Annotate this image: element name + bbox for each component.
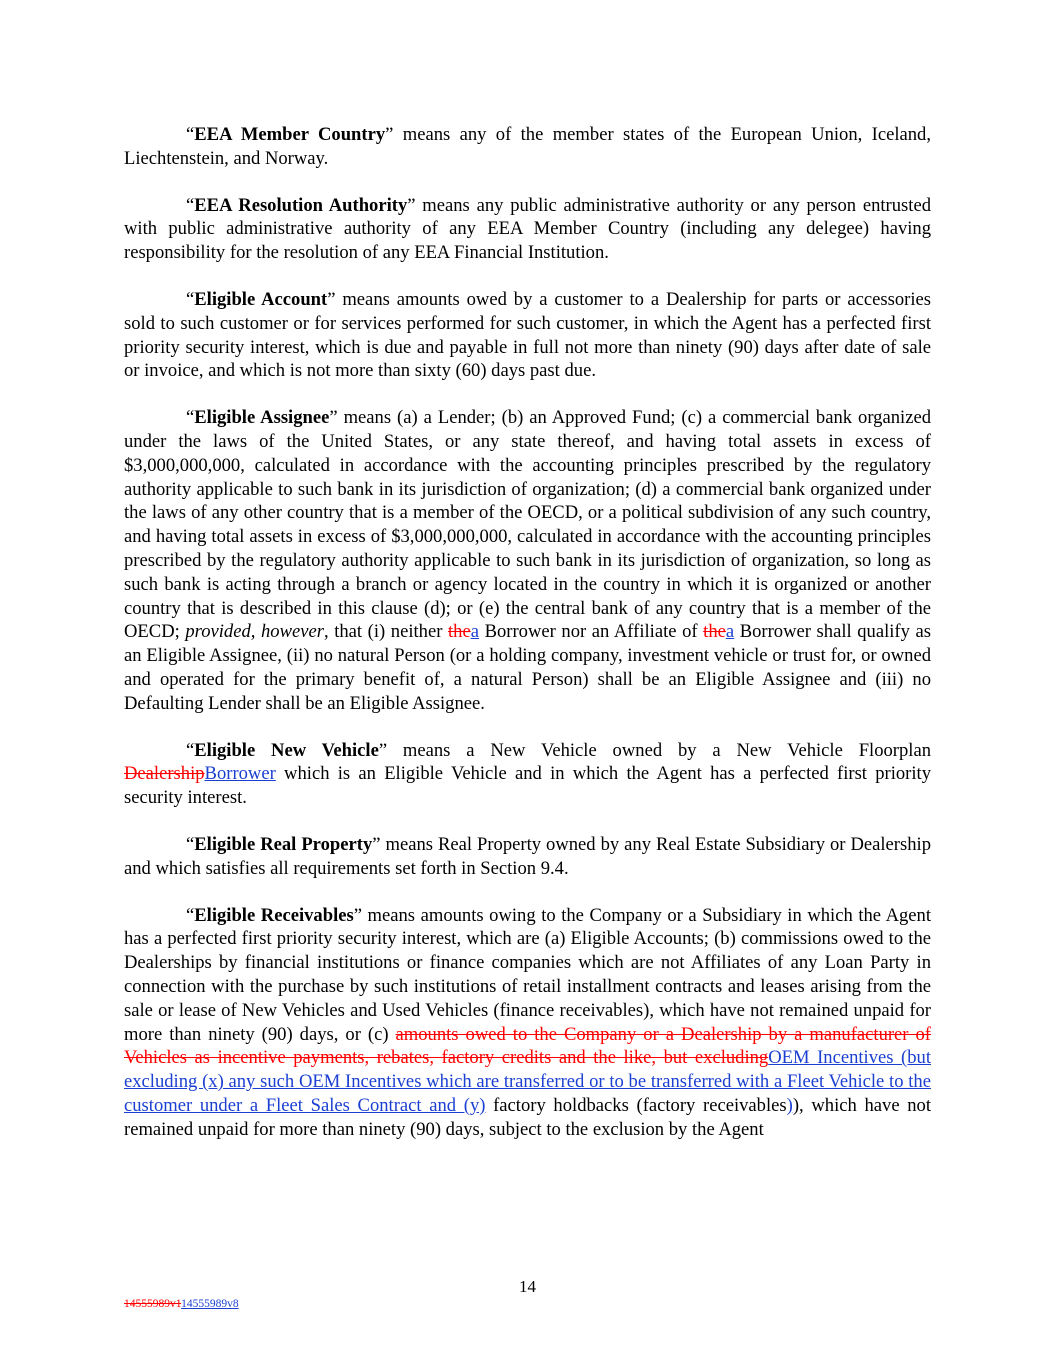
defined-term: Eligible Assignee xyxy=(194,407,330,429)
definition-eligible-receivables xyxy=(124,904,931,1142)
defined-term: Eligible Real Property xyxy=(194,833,373,855)
defined-term: Eligible Receivables xyxy=(194,904,354,926)
body-text: “ xyxy=(186,904,195,926)
body-text: Borrower shall qualify as an Eligible Assignee, (ii) no natural Person (or a holding company, investment vehicle or trust for, or owned and operated for the primary benefit of, a natural Person) shall be an Eligible Assignee and (iii) no Defaulting Lender shall be an Eligible Assignee. xyxy=(124,621,931,714)
body-text: “ xyxy=(186,739,195,761)
definition-eligible-new-vehicle xyxy=(124,739,931,810)
body-text: ), which have not remained unpaid for more than ninety (90) days, subject to the exclusion by the Agent xyxy=(124,1094,932,1140)
inserted-text: ) xyxy=(786,1094,793,1116)
deleted-text: Dealership xyxy=(124,763,205,785)
body-text: which is an Eligible Vehicle and in which the Agent has a perfected first priority security interest. xyxy=(124,763,931,809)
inserted-text: a xyxy=(470,621,479,643)
body-text: ” means amounts owed by a customer to a Dealership for parts or accessories sold to such customer or for services performed for such customer, in which the Agent has a perfected first priority security interest, which is due and payable in full not more than ninety (90) days after date of sale or invoice, and which is not more than sixty (60) days past due. xyxy=(124,288,932,382)
body-text: “ xyxy=(186,194,195,216)
body-text: ” means any public administrative authority or any person entrusted with public administrative authority of any EEA Member Country (including any delegee) having responsibility for the resolution of any EEA Financial Institution. xyxy=(124,194,931,264)
defined-term: EEA Resolution Authority xyxy=(194,194,408,216)
italic-text: provided, however xyxy=(185,621,324,643)
body-text: Borrower nor an Affiliate of xyxy=(478,621,704,643)
body-text: “ xyxy=(186,288,195,310)
definition-eligible-account xyxy=(124,288,931,383)
document-id xyxy=(124,1298,239,1310)
inserted-text: Borrower xyxy=(204,763,276,785)
document-id-inserted: 14555989v8 xyxy=(181,1298,239,1310)
defined-term: EEA Member Country xyxy=(194,124,386,145)
defined-term: Eligible Account xyxy=(194,288,328,310)
deleted-text: the xyxy=(703,621,726,643)
definition-eligible-real-property xyxy=(124,833,931,881)
deleted-text: the xyxy=(448,621,471,643)
inserted-text: a xyxy=(725,621,735,643)
body-text: “ xyxy=(186,407,195,429)
definition-eligible-assignee xyxy=(124,406,931,715)
body-text: ” means Real Property owned by any Real Estate Subsidiary or Dealership and which satisfies all requirements set forth in Section 9.4. xyxy=(124,833,931,879)
body-text: ” means any of the member states of the European Union, Iceland, Liechtenstein, and Norway. xyxy=(124,124,932,169)
body-text: ” means amounts owing to the Company or a Subsidiary in which the Agent has a perfected first priority security interest, which are (a) Eligible Accounts; (b) commissions owed to the Dealerships by financial institutions or finance companies which are not Affiliates of any Loan Party in connection with the purchase by such institutions of retail installment contracts and leases arising from the sale or lease of New Vehicles and Used Vehicles (finance receivables), which have not remained unpaid for more than ninety (90) days, or (c) xyxy=(124,904,932,1045)
body-text: “ xyxy=(186,833,195,855)
inserted-text: OEM Incentives (but excluding (x) any such OEM Incentives which are transferred or to be transferred with a Fleet Vehicle to the customer under a Fleet Sales Contract and (y) xyxy=(124,1047,931,1116)
defined-term: Eligible New Vehicle xyxy=(194,739,379,761)
body-text: “ xyxy=(186,124,195,145)
body-text: ” means (a) a Lender; (b) an Approved Fund; (c) a commercial bank organized under the laws of the United States, or any state thereof, and having total assets in excess of $3,000,000,000, calculated in accordance with the accounting principles prescribed by the regulatory authority applicable to such bank in its jurisdiction of organization; (d) a commercial bank organized under the laws of any other country that is a member of the OECD, or a political subdivision of any such country, and having total assets in excess of $3,000,000,000, calculated in accordance with the accounting principles prescribed by the regulatory authority applicable to such bank in its jurisdiction of organization, so long as such bank is acting through a branch or agency located in the country in which it is organized or another country that is described in this clause (d); or (e) the central bank of any country that is a member of the OECD; xyxy=(124,407,931,643)
deleted-text: amounts owed to the Company or a Dealership by a manufacturer of Vehicles as incentive payments, rebates, factory credits and the like, but excluding xyxy=(124,1023,931,1069)
body-text: factory holdbacks (factory receivables xyxy=(485,1094,787,1116)
document-id-deleted: 14555989v1 xyxy=(124,1298,182,1310)
body-text: ” means a New Vehicle owned by a New Vehicle Floorplan xyxy=(378,739,931,761)
body-text: , that (i) neither xyxy=(323,621,448,643)
definition-eea-member-country xyxy=(124,123,931,171)
page-number: 14 xyxy=(519,1277,536,1296)
definition-eea-resolution-authority xyxy=(124,194,931,265)
document-body xyxy=(124,123,931,1164)
